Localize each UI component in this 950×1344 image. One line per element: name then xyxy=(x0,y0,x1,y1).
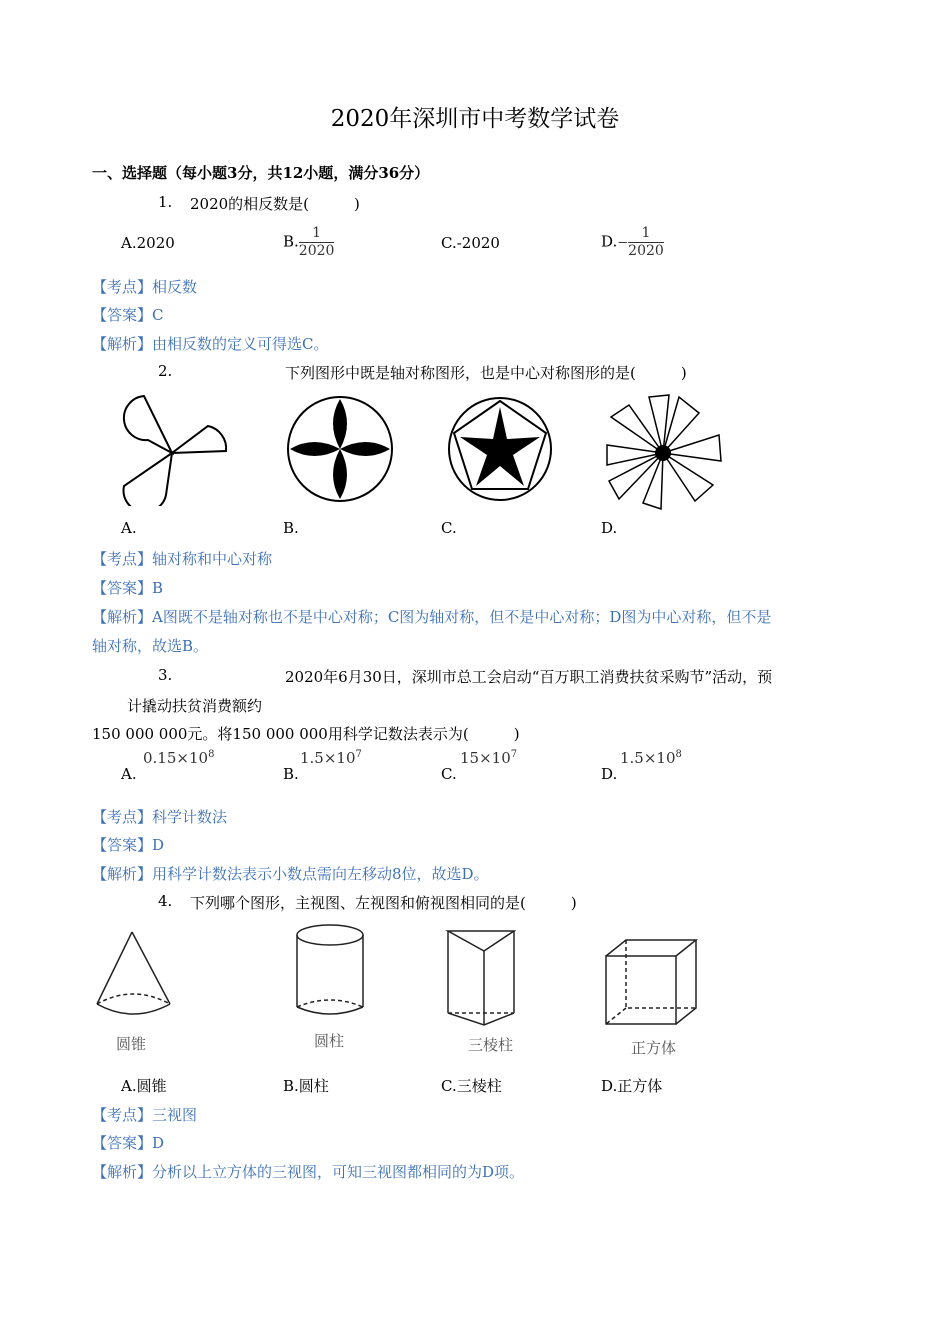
q4-figure-label-prism: 三棱柱 xyxy=(468,1036,514,1054)
q2-option-d: D. xyxy=(601,519,618,537)
q4-figure-cone xyxy=(92,926,176,1018)
math-base: 1.5×10 xyxy=(620,749,676,767)
q3-option-d-math xyxy=(620,749,682,767)
q4-figure-cylinder xyxy=(292,921,372,1021)
q1-option-b-label: B. xyxy=(283,232,299,251)
q3-option-c-math xyxy=(460,749,517,767)
q3-kaodian: 【考点】科学计数法 xyxy=(92,808,228,826)
q2-number: 2. xyxy=(158,362,173,380)
q4-analysis: 【解析】分析以上立方体的三视图，可知三视图都相同的为D项。 xyxy=(92,1163,525,1181)
math-exponent: 8 xyxy=(675,749,682,760)
q1-answer: 【答案】C xyxy=(92,306,164,324)
q4-figure-prism xyxy=(444,927,520,1027)
q2-analysis-line2: 轴对称，故选B。 xyxy=(92,637,209,655)
math-base: 1.5×10 xyxy=(300,749,356,767)
q1-option-d xyxy=(601,225,664,260)
math-base: 0.15×10 xyxy=(143,749,209,767)
page-title: 2020年深圳市中考数学试卷 xyxy=(330,106,620,132)
q3-option-c: C. xyxy=(441,765,457,783)
q1-analysis: 【解析】由相反数的定义可得选C。 xyxy=(92,335,329,353)
q2-kaodian: 【考点】轴对称和中心对称 xyxy=(92,550,273,568)
q1-option-d-label: D. xyxy=(601,232,618,251)
q2-option-a: A. xyxy=(121,519,137,537)
q3-number: 3. xyxy=(158,666,173,684)
negative-sign: − xyxy=(617,235,629,251)
q3-answer: 【答案】D xyxy=(92,836,165,854)
q3-option-b: B. xyxy=(283,765,299,783)
q1-option-c: C.-2020 xyxy=(441,234,500,252)
frac-numerator: 1 xyxy=(628,225,664,243)
q4-number: 4. xyxy=(158,892,173,910)
q4-option-c: C.三棱柱 xyxy=(441,1077,502,1095)
q1-number: 1. xyxy=(158,193,173,211)
math-exponent: 7 xyxy=(510,749,518,760)
q4-figure-cube xyxy=(602,938,702,1028)
math-exponent: 7 xyxy=(355,749,362,760)
q3-stem-line3: 150 000 000元。将150 000 000用科学记数法表示为( ) xyxy=(92,725,520,743)
math-base: 15×10 xyxy=(460,749,511,767)
q3-stem-line2: 计撬动扶贫消费额约 xyxy=(127,697,263,715)
q3-option-a: A. xyxy=(121,765,137,783)
q3-stem-line1: 2020年6月30日，深圳市总工会启动“百万职工消费扶贫采购节”活动，预 xyxy=(285,668,773,686)
q4-figure-label-cube: 正方体 xyxy=(631,1039,677,1057)
q3-analysis: 【解析】用科学计数法表示小数点需向左移动8位，故选D。 xyxy=(92,865,489,883)
q4-answer: 【答案】D xyxy=(92,1134,165,1152)
frac-numerator: 1 xyxy=(299,225,335,243)
section-heading: 一、选择题（每小题3分，共12小题，满分36分） xyxy=(92,164,430,182)
q2-option-c: C. xyxy=(441,519,457,537)
q2-figure-d xyxy=(603,393,723,511)
q4-stem: 下列哪个图形，主视图、左视图和俯视图相同的是( ) xyxy=(190,894,577,912)
q3-option-b-math xyxy=(300,749,362,767)
q4-kaodian: 【考点】三视图 xyxy=(92,1106,198,1124)
q2-stem: 下列图形中既是轴对称图形，也是中心对称图形的是( ) xyxy=(285,364,687,382)
q2-figure-a xyxy=(110,388,240,506)
q3-option-d: D. xyxy=(601,765,618,783)
q1-stem: 2020的相反数是( ) xyxy=(190,195,360,213)
q1-option-d-fraction xyxy=(628,225,664,260)
q1-option-a: A.2020 xyxy=(121,234,175,252)
q4-figure-label-cylinder: 圆柱 xyxy=(314,1032,345,1050)
q4-option-a: A.圆锥 xyxy=(121,1077,167,1095)
frac-denominator: 2020 xyxy=(628,243,664,259)
q4-option-d: D.正方体 xyxy=(601,1077,663,1095)
frac-denominator: 2020 xyxy=(298,243,335,259)
math-exponent: 8 xyxy=(208,749,215,760)
q2-option-b: B. xyxy=(283,519,299,537)
q3-option-a-math xyxy=(143,749,214,767)
q1-kaodian: 【考点】相反数 xyxy=(92,278,198,296)
q1-option-b-fraction xyxy=(299,225,335,260)
q2-answer: 【答案】B xyxy=(92,579,164,597)
q1-option-b xyxy=(283,225,334,260)
q2-figure-c xyxy=(444,393,556,505)
q4-figure-label-cone: 圆锥 xyxy=(116,1035,147,1053)
q4-option-b: B.圆柱 xyxy=(283,1077,329,1095)
q2-analysis-line1: 【解析】A图既不是轴对称也不是中心对称；C图为轴对称，但不是中心对称；D图为中心对称，但不是 xyxy=(92,608,772,626)
q2-figure-b xyxy=(284,393,396,505)
